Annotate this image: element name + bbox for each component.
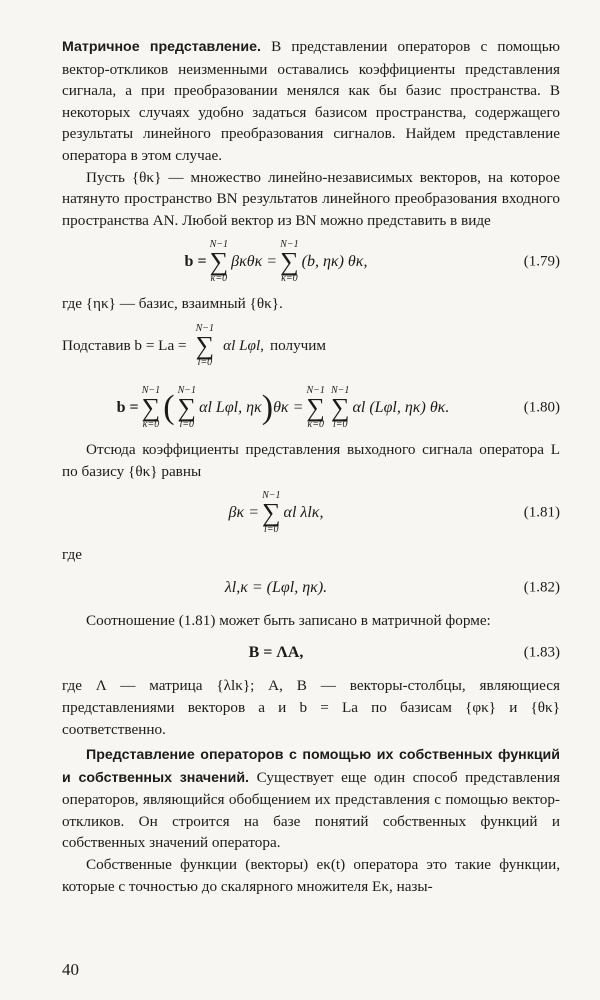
paragraph-matrix-form: Соотношение (1.81) может быть записано в матричной форме: [86,611,491,629]
paragraph-matrix-representation [62,36,560,167]
substitution-after: получим [269,336,327,354]
sum-symbol: N−1 ∑ κ=0 [209,239,229,285]
sum-symbol: N−1 ∑ l=0 [195,322,215,368]
paragraph-text: В представлении операторов с помощью вектор-откликов неизменными оставались коэффициенты представления сигнала, а при преобразовании менялся как бы базис пространства. В некоторых случаях удобно задаться базисом пространства, содержащего результаты линейного преобразования сигналов. Найдем представление оператора в этом случае. [62,38,560,164]
sum-upper-limit: N−1 [141,384,161,396]
sum-lower-limit: l=0 [264,524,279,536]
equation-number: (1.81) [523,504,560,521]
sum-symbol: N−1 ∑ κ=0 [280,239,299,285]
paragraph-text: Существует еще один способ представления операторов, являющийся обобщением их представления с помощью вектор-откликов. Он строится на базе понятий собственных функций и собственных значений оператора. [62,768,560,852]
where-label: где [62,546,82,564]
equation-1-80 [62,377,560,439]
formula-inner: αl Lφl, ηκ [199,398,262,416]
sum-lower-limit: l=0 [179,418,195,430]
paragraph-eigenfunctions: Собственные функции (векторы) eκ(t) оператора это такие функции, которые с точностью до скалярного множителя Eκ, назы- [62,856,560,895]
equation-number: (1.80) [523,399,560,416]
equation-1-83 [62,631,560,675]
paragraph-matrix-definition: где Λ — матрица {λlκ}; A, B — векторы-столбцы, являющиеся представлениями векторов a и b = La по базисам {φκ} и {θκ} соответственно. [62,677,560,738]
sum-symbol: N−1 ∑ l=0 [262,490,281,536]
formula-rhs: (b, ηκ) θκ, [301,253,368,271]
sum-lower-limit: l=0 [197,356,213,368]
sum-lower-limit: κ=0 [210,273,228,285]
sum-upper-limit: N−1 [177,384,197,396]
paragraph-coefficients: Отсюда коэффициенты представления выходного сигнала оператора L по базису {θκ} равны [62,440,560,480]
sum-upper-limit: N−1 [331,384,350,396]
equation-1-82 [62,566,560,610]
formula [62,231,490,293]
substitution-before: Подставив b = La = [62,336,187,354]
equation-number: (1.79) [523,253,560,270]
sum-symbol: N−1 ∑ κ=0 [141,384,161,430]
formula-lhs: βκ = [228,504,259,522]
sum-lower-limit: κ=0 [281,273,298,285]
formula-lhs: b = [116,398,139,416]
formula: b = N−1 ∑ κ=0 ( N−1 ∑ l=0 αl Lφl, ηκ ) θκ = N−1 ∑ κ=0 N−1 ∑ l=0 αl (Lφl, ηκ) θκ. [116,384,450,430]
sum-symbol: N−1 ∑ l=0 [177,384,197,430]
sum-upper-limit: N−1 [262,490,281,502]
substitution-line [62,315,560,377]
formula-lhs: b = [184,253,207,271]
sum-symbol: N−1 ∑ κ=0 [306,384,325,430]
formula: λl,κ = (Lφl, ηκ). [224,578,328,596]
paragraph-basis-definition: Пусть {θκ} — множество линейно-независимых векторов, на которое натянуто пространство BN результатов линейного преобразования входного пространства AN. Любой вектор из BN можно представить в виде [62,168,560,229]
paragraph-dual-basis: где {ηκ} — базис, взаимный {θκ}. [62,295,283,313]
sum-upper-limit: N−1 [209,239,229,251]
page-number: 40 [62,960,79,979]
equation-number: (1.82) [523,579,560,596]
sum-upper-limit: N−1 [195,322,215,334]
formula-middle: βκθκ = [231,253,278,271]
sum-upper-limit: N−1 [306,384,325,396]
section-heading-eigen: Представление операторов с помощью их собственных функций и собственных значений. [62,747,560,786]
formula-middle: θκ = [273,398,304,416]
formula: B = ΛA, [248,644,304,662]
formula-rhs: αl λlκ, [283,504,324,522]
equation-number: (1.83) [523,644,560,661]
substitution-term: αl Lφl, [223,336,264,354]
sum-upper-limit: N−1 [280,239,299,251]
page-body [62,36,560,897]
paragraph-eigen-representation [62,744,560,854]
equation-1-81 [62,482,560,544]
sum-lower-limit: κ=0 [142,418,160,430]
formula [62,482,490,544]
sum-lower-limit: l=0 [332,418,348,430]
sum-lower-limit: κ=0 [307,418,324,430]
formula-rhs: αl (Lφl, ηκ) θκ. [352,398,450,416]
section-heading-matrix: Матричное представление. [62,39,261,55]
equation-1-79 [62,231,560,293]
sum-symbol: N−1 ∑ l=0 [330,384,350,430]
